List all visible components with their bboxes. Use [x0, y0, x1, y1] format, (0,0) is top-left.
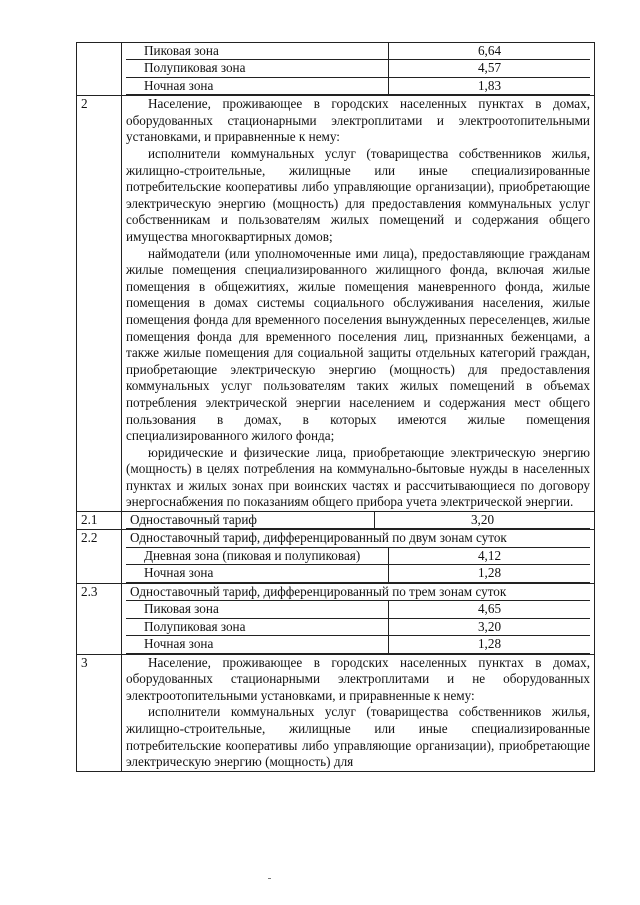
- table-row: [126, 636, 590, 653]
- tariff-heading: Одноставочный тариф, дифференцированный по трем зонам суток: [130, 583, 507, 599]
- table-row: [126, 512, 590, 529]
- section-description-cell: [122, 654, 595, 771]
- zone-label: Полупиковая зона: [126, 618, 389, 635]
- section-description-cell: [122, 96, 595, 512]
- table-row: [126, 60, 590, 77]
- subrows-cell: [122, 583, 595, 654]
- row-number-cell: 2.3: [77, 583, 122, 654]
- zone-value: 1,28: [389, 636, 591, 653]
- zone-subtable: [126, 547, 590, 583]
- section-paragraph: Население, проживающее в городских населенных пунктах в домах, оборудованных стационарными электроплитами и электроотопительными установками, и приравненные к нему:: [126, 96, 590, 145]
- section-paragraph: Население, проживающее в городских населенных пунктах в домах, оборудованных стационарными электроплитами и не оборудованных электроотопительными установками, и приравненные к нему:: [126, 654, 590, 703]
- tariff-value: 3,20: [375, 512, 591, 529]
- zone-value: 3,20: [389, 618, 591, 635]
- zone-label: Ночная зона: [126, 565, 389, 582]
- section-paragraph: исполнители коммунальных услуг (товарищества собственников жилья, жилищно-строительные, жилищные или иные специализированные потребительские кооперативы либо управляющие организации), приобретающие электрическую энергию (мощность) для предоставления коммунальных услуг собственникам и пользователям жилых помещений и содержания общего имущества многоквартирных домов;: [126, 146, 590, 244]
- zone-value: 4,57: [389, 60, 591, 77]
- tariff-label: Одноставочный тариф: [126, 512, 375, 529]
- row-number-cell: 2.2: [77, 530, 122, 583]
- tariff-table: [76, 42, 595, 772]
- table-row: [77, 654, 595, 771]
- table-row: [126, 618, 590, 635]
- table-row: [77, 530, 595, 583]
- zone-label: Полупиковая зона: [126, 60, 389, 77]
- zone-label: Ночная зона: [126, 77, 389, 94]
- scan-mark: [268, 878, 271, 879]
- zone-value: 4,12: [389, 548, 591, 565]
- tariff-heading: Одноставочный тариф, дифференцированный по двум зонам суток: [130, 530, 507, 546]
- subrows-cell: [122, 512, 595, 530]
- subrows-cell: [122, 43, 595, 96]
- zone-subtable: [126, 43, 590, 95]
- table-row: [77, 43, 595, 96]
- table-row: [126, 77, 590, 94]
- row-number-cell: 2.1: [77, 512, 122, 530]
- zone-value: 1,28: [389, 565, 591, 582]
- zone-label: Пиковая зона: [126, 43, 389, 60]
- table-row: [77, 583, 595, 654]
- subrows-cell: [122, 530, 595, 583]
- zone-label: Пиковая зона: [126, 601, 389, 618]
- table-row: [77, 512, 595, 530]
- table-row: [77, 96, 595, 512]
- table-row: [126, 548, 590, 565]
- section-paragraph: юридические и физические лица, приобретающие электрическую энергию (мощность) в целях потребления на коммунально-бытовые нужды в населенных пунктах и жилых зонах при воинских частях и рассчитывающиеся по договору энергоснабжения по показаниям общего прибора учета электрической энергии.: [126, 444, 590, 510]
- zone-label: Дневная зона (пиковая и полупиковая): [126, 548, 389, 565]
- zone-label: Ночная зона: [126, 636, 389, 653]
- row-number-cell: 3: [77, 654, 122, 771]
- row-number-cell: 2: [77, 96, 122, 512]
- zone-value: 6,64: [389, 43, 591, 60]
- zone-value: 4,65: [389, 601, 591, 618]
- zone-subtable: [126, 600, 590, 653]
- tariff-subtable: [126, 512, 590, 529]
- table-row: [126, 601, 590, 618]
- section-paragraph: наймодатели (или уполномоченные ими лица), предоставляющие гражданам жилые помещения специализированного жилищного фонда, включая жилые помещения в общежитиях, жилые помещения маневренного фонда, жилые помещения в домах системы социального обслуживания населения, жилые помещения фонда для временного поселения вынужденных переселенцев, жилые помещения фонда для временного поселения лиц, признанных беженцами, а также жилые помещения для социальной защиты отдельных категорий граждан, приобретающие электрическую энергию (мощность) для предоставления коммунальных услуг пользователям таких жилых помещений в объемах потребления электрической энергии населением и содержания мест общего пользования в домах, в которых имеются жилые помещения специализированного жилого фонда;: [126, 245, 590, 444]
- row-number-cell: [77, 43, 122, 96]
- section-paragraph: исполнители коммунальных услуг (товарищества собственников жилья, жилищно-строительные, жилищные или иные специализированные потребительские кооперативы либо управляющие организации), приобретающие электрическую энергию (мощность) для: [126, 704, 590, 770]
- zone-value: 1,83: [389, 77, 591, 94]
- table-row: [126, 565, 590, 582]
- table-row: [126, 43, 590, 60]
